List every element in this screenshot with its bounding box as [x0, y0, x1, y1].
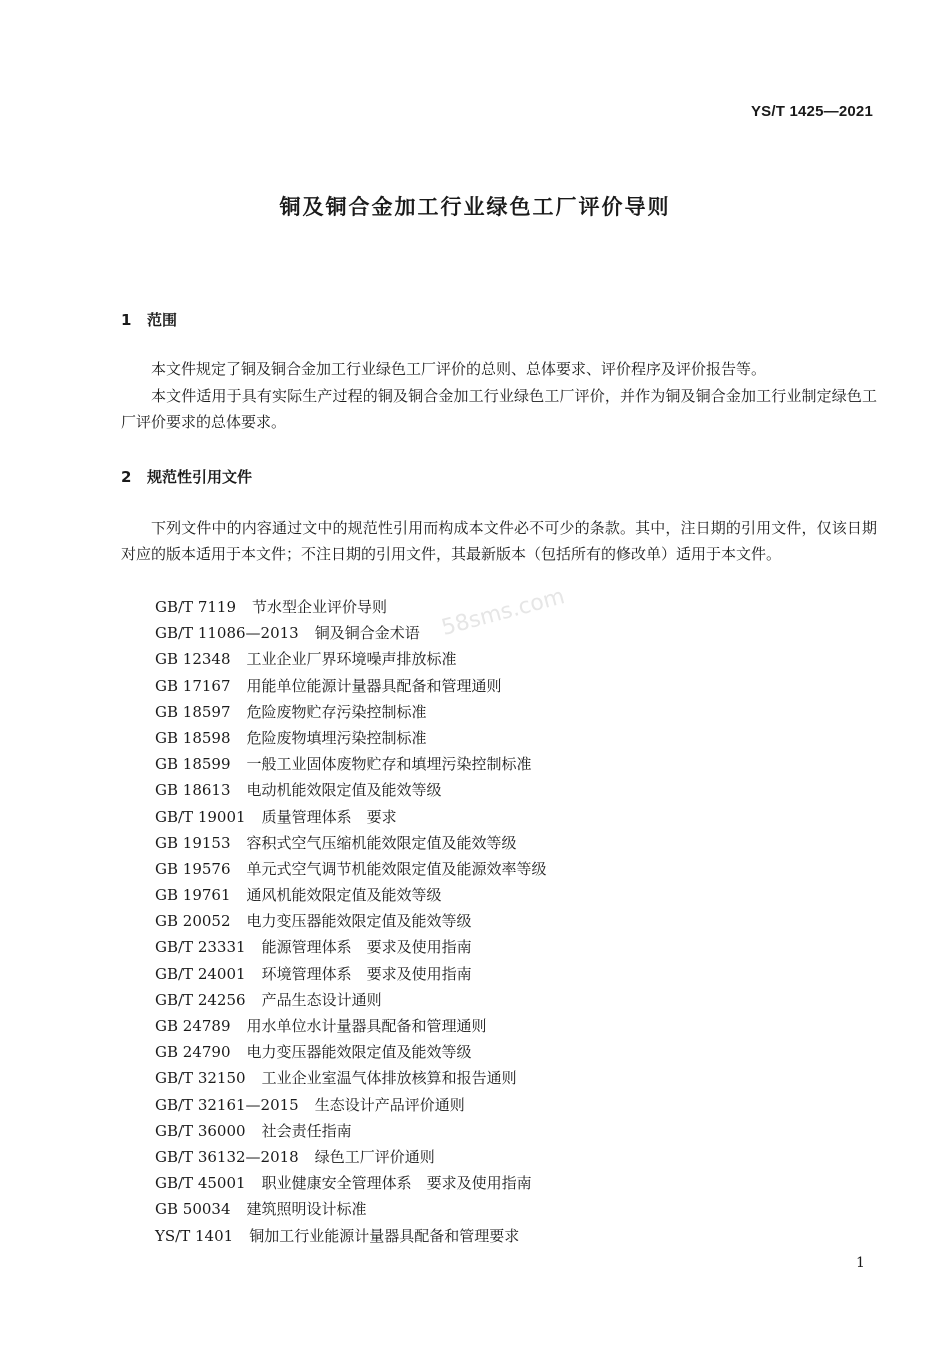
paragraph: 下列文件中的内容通过文中的规范性引用而构成本文件必不可少的条款。其中，注日期的引用文件，仅该日期对应的版本适用于本文件；不注日期的引用文件，其最新版本（包括所有的修改单）适用于本文件。	[121, 519, 877, 563]
reference-title: 铜加工行业能源计量器具配备和管理要求	[249, 1226, 520, 1245]
reference-code: GB/T 36132—2018	[155, 1147, 299, 1166]
reference-code: GB/T 11086—2013	[155, 624, 299, 643]
section-number: 2	[121, 468, 132, 486]
reference-code: GB 18597	[155, 702, 231, 721]
reference-title: 电力变压器能效限定值及能效等级	[246, 1043, 472, 1062]
reference-item	[155, 646, 547, 672]
reference-code: GB 24790	[155, 1043, 231, 1062]
reference-title: 工业企业厂界环境噪声排放标准	[246, 650, 457, 669]
reference-title: 电力变压器能效限定值及能效等级	[246, 912, 472, 931]
reference-item	[155, 987, 547, 1013]
reference-title: 容积式空气压缩机能效限定值及能效等级	[246, 833, 517, 852]
reference-item	[155, 856, 547, 882]
reference-title: 质量管理体系 要求	[261, 807, 397, 826]
reference-code: GB 19153	[155, 833, 231, 852]
reference-item	[155, 830, 547, 856]
reference-title: 产品生态设计通则	[261, 990, 382, 1009]
reference-title: 工业企业室温气体排放核算和报告通则	[261, 1069, 517, 1088]
reference-item	[155, 1223, 547, 1249]
reference-code: GB 18598	[155, 728, 231, 747]
reference-title: 用水单位水计量器具配备和管理通则	[246, 1017, 487, 1035]
reference-item	[155, 1144, 547, 1170]
reference-code: GB/T 24256	[155, 990, 246, 1009]
reference-title: 用能单位能源计量器具配备和管理通则	[246, 676, 502, 695]
reference-title: 能源管理体系 要求及使用指南	[261, 938, 472, 957]
reference-item	[155, 1065, 547, 1091]
reference-title: 铜及铜合金术语	[314, 624, 420, 643]
paragraph: 本文件规定了铜及铜合金加工行业绿色工厂评价的总则、总体要求、评价程序及评价报告等。	[151, 360, 767, 378]
reference-item	[155, 1118, 547, 1144]
reference-code: GB/T 19001	[155, 807, 246, 826]
reference-code: GB 50034	[155, 1200, 231, 1219]
reference-title: 通风机能效限定值及能效等级	[246, 886, 442, 905]
watermark: 58sms.com	[438, 584, 568, 641]
reference-code: GB 20052	[155, 912, 231, 931]
reference-item	[155, 1170, 547, 1196]
reference-item	[155, 1013, 547, 1039]
reference-code: GB/T 32150	[155, 1069, 246, 1088]
reference-title: 一般工业固体废物贮存和填埋污染控制标准	[246, 755, 532, 774]
reference-title: 环境管理体系 要求及使用指南	[261, 964, 472, 983]
reference-title: 危险废物填埋污染控制标准	[246, 728, 427, 747]
reference-code: GB 12348	[155, 650, 231, 669]
reference-code: GB/T 24001	[155, 964, 246, 983]
standard-code: YS/T 1425—2021	[750, 103, 873, 120]
reference-code: GB/T 45001	[155, 1174, 246, 1193]
reference-item	[155, 882, 547, 908]
page-number: 1	[856, 1255, 865, 1271]
reference-code: GB/T 23331	[155, 938, 246, 957]
paragraph: 本文件适用于具有实际生产过程的铜及铜合金加工行业绿色工厂评价，并作为铜及铜合金加工行业制定绿色工厂评价要求的总体要求。	[121, 387, 877, 431]
reference-code: GB 24789	[155, 1017, 231, 1035]
reference-item	[155, 1196, 547, 1222]
reference-title: 社会责任指南	[261, 1121, 352, 1140]
reference-item	[155, 934, 547, 960]
reference-code: GB 17167	[155, 676, 231, 695]
reference-item	[155, 804, 547, 830]
reference-item	[155, 777, 547, 803]
reference-title: 绿色工厂评价通则	[314, 1147, 435, 1166]
reference-code: GB 18599	[155, 755, 231, 774]
reference-title: 单元式空气调节机能效限定值及能源效率等级	[246, 859, 547, 878]
reference-item	[155, 1039, 547, 1065]
reference-item	[155, 673, 547, 699]
reference-item	[155, 1092, 547, 1118]
reference-code: GB/T 7119	[155, 598, 237, 616]
section-1-heading	[121, 309, 177, 330]
reference-item	[155, 961, 547, 987]
reference-title: 电动机能效限定值及能效等级	[246, 781, 442, 800]
reference-list	[155, 594, 547, 1249]
reference-item	[155, 725, 547, 751]
reference-title: 节水型企业评价导则	[252, 598, 388, 616]
reference-title: 生态设计产品评价通则	[314, 1095, 465, 1114]
reference-code: GB 18613	[155, 781, 231, 800]
reference-title: 危险废物贮存污染控制标准	[246, 702, 427, 721]
section-number: 1	[121, 311, 132, 329]
reference-code: GB 19576	[155, 859, 231, 878]
reference-code: YS/T 1401	[155, 1226, 234, 1245]
reference-item	[155, 699, 547, 725]
reference-code: GB/T 36000	[155, 1121, 246, 1140]
section-2-heading	[121, 466, 252, 487]
reference-item	[155, 751, 547, 777]
reference-item	[155, 908, 547, 934]
document-title: 铜及铜合金加工行业绿色工厂评价导则	[279, 195, 671, 219]
reference-code: GB/T 32161—2015	[155, 1095, 299, 1114]
section-title: 规范性引用文件	[147, 468, 253, 486]
section-title: 范围	[147, 311, 178, 329]
reference-title: 建筑照明设计标准	[246, 1200, 367, 1219]
reference-title: 职业健康安全管理体系 要求及使用指南	[261, 1174, 532, 1193]
reference-code: GB 19761	[155, 886, 231, 905]
